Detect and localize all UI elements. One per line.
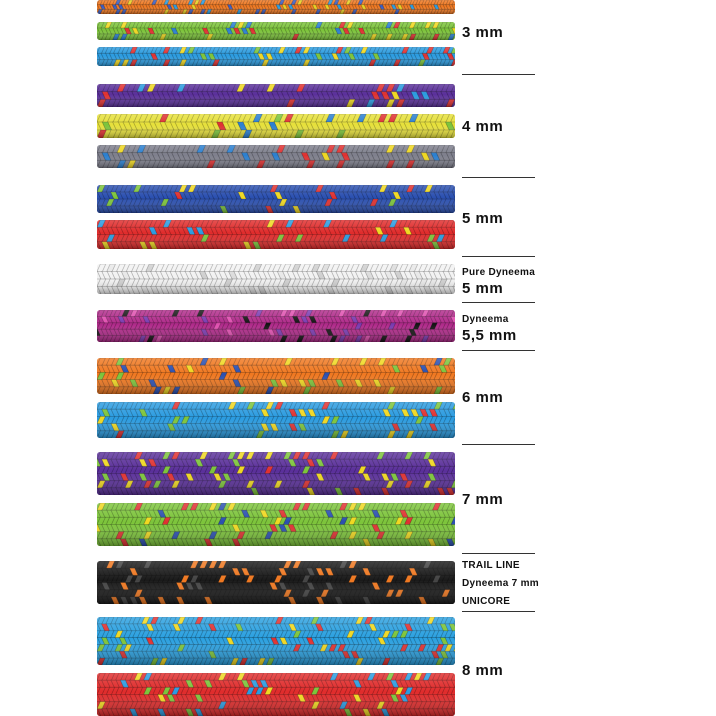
separator xyxy=(462,74,535,75)
label-pure-dyneema-size: 5 mm xyxy=(462,280,504,297)
rope-8mm-blue-texture xyxy=(97,617,455,665)
rope-trail-line-black xyxy=(97,561,455,604)
rope-3mm-blue-texture xyxy=(97,47,455,66)
rope-7mm-green xyxy=(97,503,455,546)
rope-8mm-blue xyxy=(97,617,455,665)
label-7mm: 7 mm xyxy=(462,491,504,508)
rope-3mm-green xyxy=(97,22,455,40)
label-trail-line-unicore: UNICORE xyxy=(462,596,511,607)
rope-4mm-yellow-texture xyxy=(97,114,455,138)
rope-3mm-blue xyxy=(97,47,455,66)
rope-4mm-purple xyxy=(97,84,455,107)
rope-4mm-yellow xyxy=(97,114,455,138)
rope-5mm-blue xyxy=(97,185,455,213)
label-8mm: 8 mm xyxy=(462,662,504,679)
separator xyxy=(462,350,535,351)
rope-dyneema-purple-texture xyxy=(97,310,455,342)
rope-7mm-purple xyxy=(97,452,455,495)
rope-6mm-orange xyxy=(97,358,455,394)
label-3mm: 3 mm xyxy=(462,24,504,41)
rope-trail-line-black-texture xyxy=(97,561,455,604)
rope-6mm-blue xyxy=(97,402,455,438)
label-dyneema-title: Dyneema xyxy=(462,314,509,325)
label-dyneema-size: 5,5 mm xyxy=(462,327,517,344)
label-trail-line-dyneema: Dyneema 7 mm xyxy=(462,578,539,589)
separator xyxy=(462,256,535,257)
rope-8mm-red-texture xyxy=(97,673,455,716)
rope-3mm-orange xyxy=(97,0,455,14)
rope-3mm-green-texture xyxy=(97,22,455,40)
rope-6mm-orange-texture xyxy=(97,358,455,394)
label-5mm: 5 mm xyxy=(462,210,504,227)
rope-pure-dyneema-white xyxy=(97,264,455,294)
rope-pure-dyneema-white-texture xyxy=(97,264,455,294)
separator xyxy=(462,177,535,178)
rope-dyneema-purple xyxy=(97,310,455,342)
rope-7mm-purple-texture xyxy=(97,452,455,495)
separator xyxy=(462,553,535,554)
rope-5mm-red-texture xyxy=(97,220,455,249)
rope-6mm-blue-texture xyxy=(97,402,455,438)
label-pure-dyneema-title: Pure Dyneema xyxy=(462,267,536,278)
label-4mm: 4 mm xyxy=(462,118,504,135)
rope-4mm-grey-texture xyxy=(97,145,455,168)
rope-3mm-orange-texture xyxy=(97,0,455,14)
rope-4mm-grey xyxy=(97,145,455,168)
rope-5mm-blue-texture xyxy=(97,185,455,213)
rope-7mm-green-texture xyxy=(97,503,455,546)
separator xyxy=(462,302,535,303)
rope-8mm-red xyxy=(97,673,455,716)
label-6mm: 6 mm xyxy=(462,389,504,406)
separator xyxy=(462,444,535,445)
separator xyxy=(462,611,535,612)
label-trail-line: TRAIL LINE xyxy=(462,560,520,571)
rope-5mm-red xyxy=(97,220,455,249)
rope-4mm-purple-texture xyxy=(97,84,455,107)
